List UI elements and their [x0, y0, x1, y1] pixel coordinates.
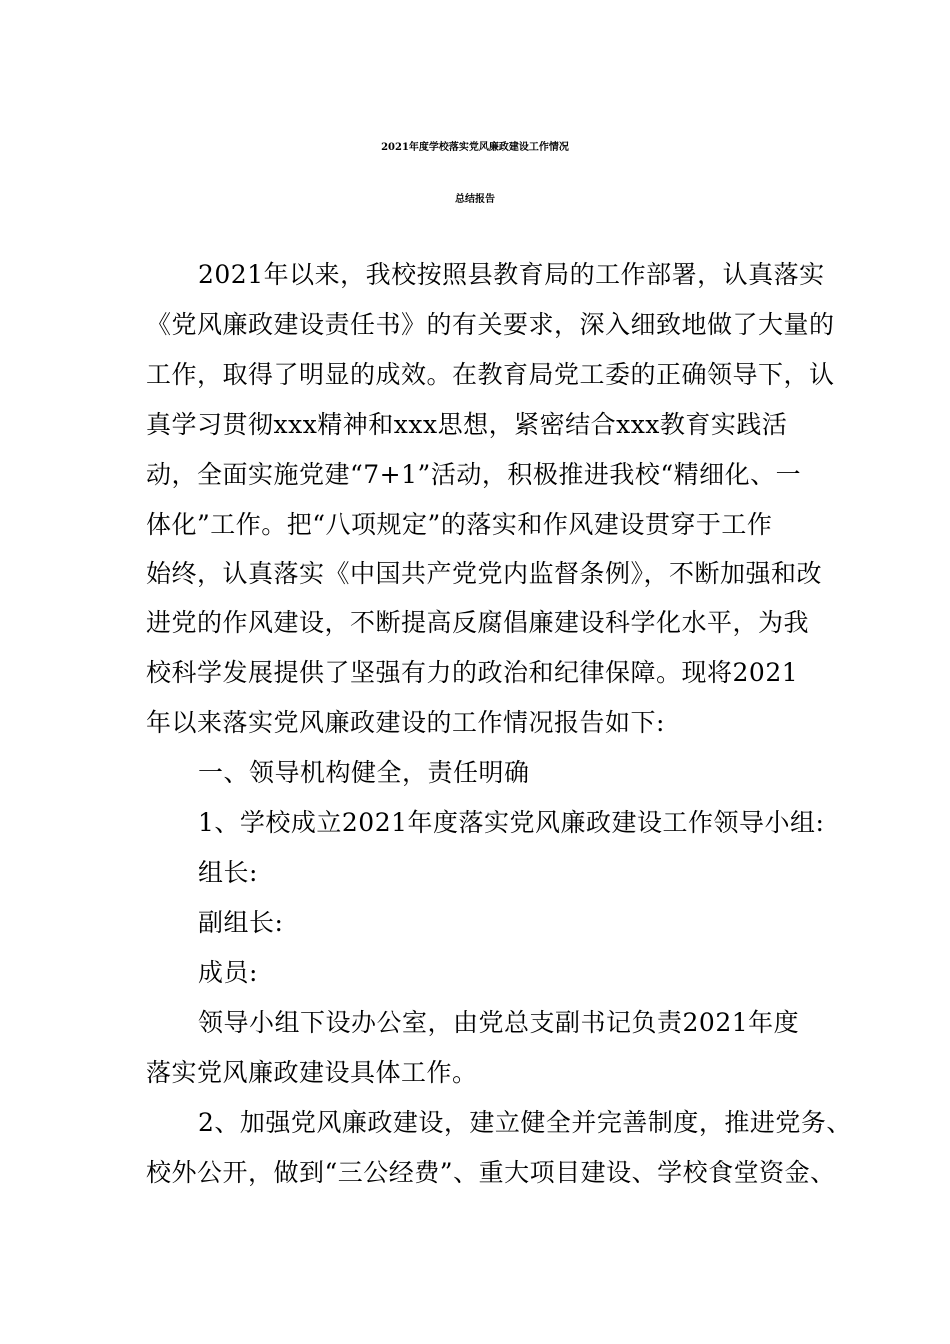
paragraph-line: 进党的作风建设，不断提高反腐倡廉建设科学化水平，为我 — [146, 608, 810, 637]
paragraph-line: 2、加强党风廉政建设，建立健全并完善制度，推进党务、 — [198, 1108, 852, 1137]
paragraph-line: 动，全面实施党建“7+1”活动，积极推进我校“精细化、一 — [146, 460, 802, 489]
paragraph-line: 《党风廉政建设责任书》的有关要求，深入细致地做了大量的 — [146, 310, 835, 339]
paragraph-line: 工作，取得了明显的成效。在教育局党工委的正确领导下，认 — [146, 360, 835, 389]
paragraph-line: 体化”工作。把“八项规定”的落实和作风建设贯穿于工作 — [146, 510, 773, 539]
document-title-line-1: 2021年度学校落实党风廉政建设工作情况 — [381, 142, 569, 153]
paragraph-line: 校外公开，做到“三公经费”、重大项目建设、学校食堂资金、 — [146, 1158, 836, 1187]
paragraph-line: 落实党风廉政建设具体工作。 — [146, 1058, 478, 1087]
paragraph-line: 真学习贯彻xxx精神和xxx思想，紧密结合xxx教育实践活 — [146, 410, 788, 439]
paragraph-line: 2021年以来，我校按照县教育局的工作部署，认真落实 — [198, 260, 825, 289]
paragraph-line: 1、学校成立2021年度落实党风廉政建设工作领导小组: — [198, 808, 825, 837]
deputy-leader-label: 副组长: — [198, 908, 284, 937]
paragraph-line: 年以来落实党风廉政建设的工作情况报告如下: — [146, 708, 665, 737]
leader-label: 组长: — [198, 858, 258, 887]
section-heading: 一、领导机构健全，责任明确 — [198, 758, 530, 787]
paragraph-line: 领导小组下设办公室，由党总支副书记负责2021年度 — [198, 1008, 800, 1037]
members-label: 成员: — [198, 958, 258, 987]
paragraph-line: 始终，认真落实《中国共产党党内监督条例》，不断加强和改 — [146, 559, 823, 588]
document-title-line-2: 总结报告 — [455, 194, 495, 205]
paragraph-line: 校科学发展提供了坚强有力的政治和纪律保障。现将2021 — [146, 658, 799, 687]
